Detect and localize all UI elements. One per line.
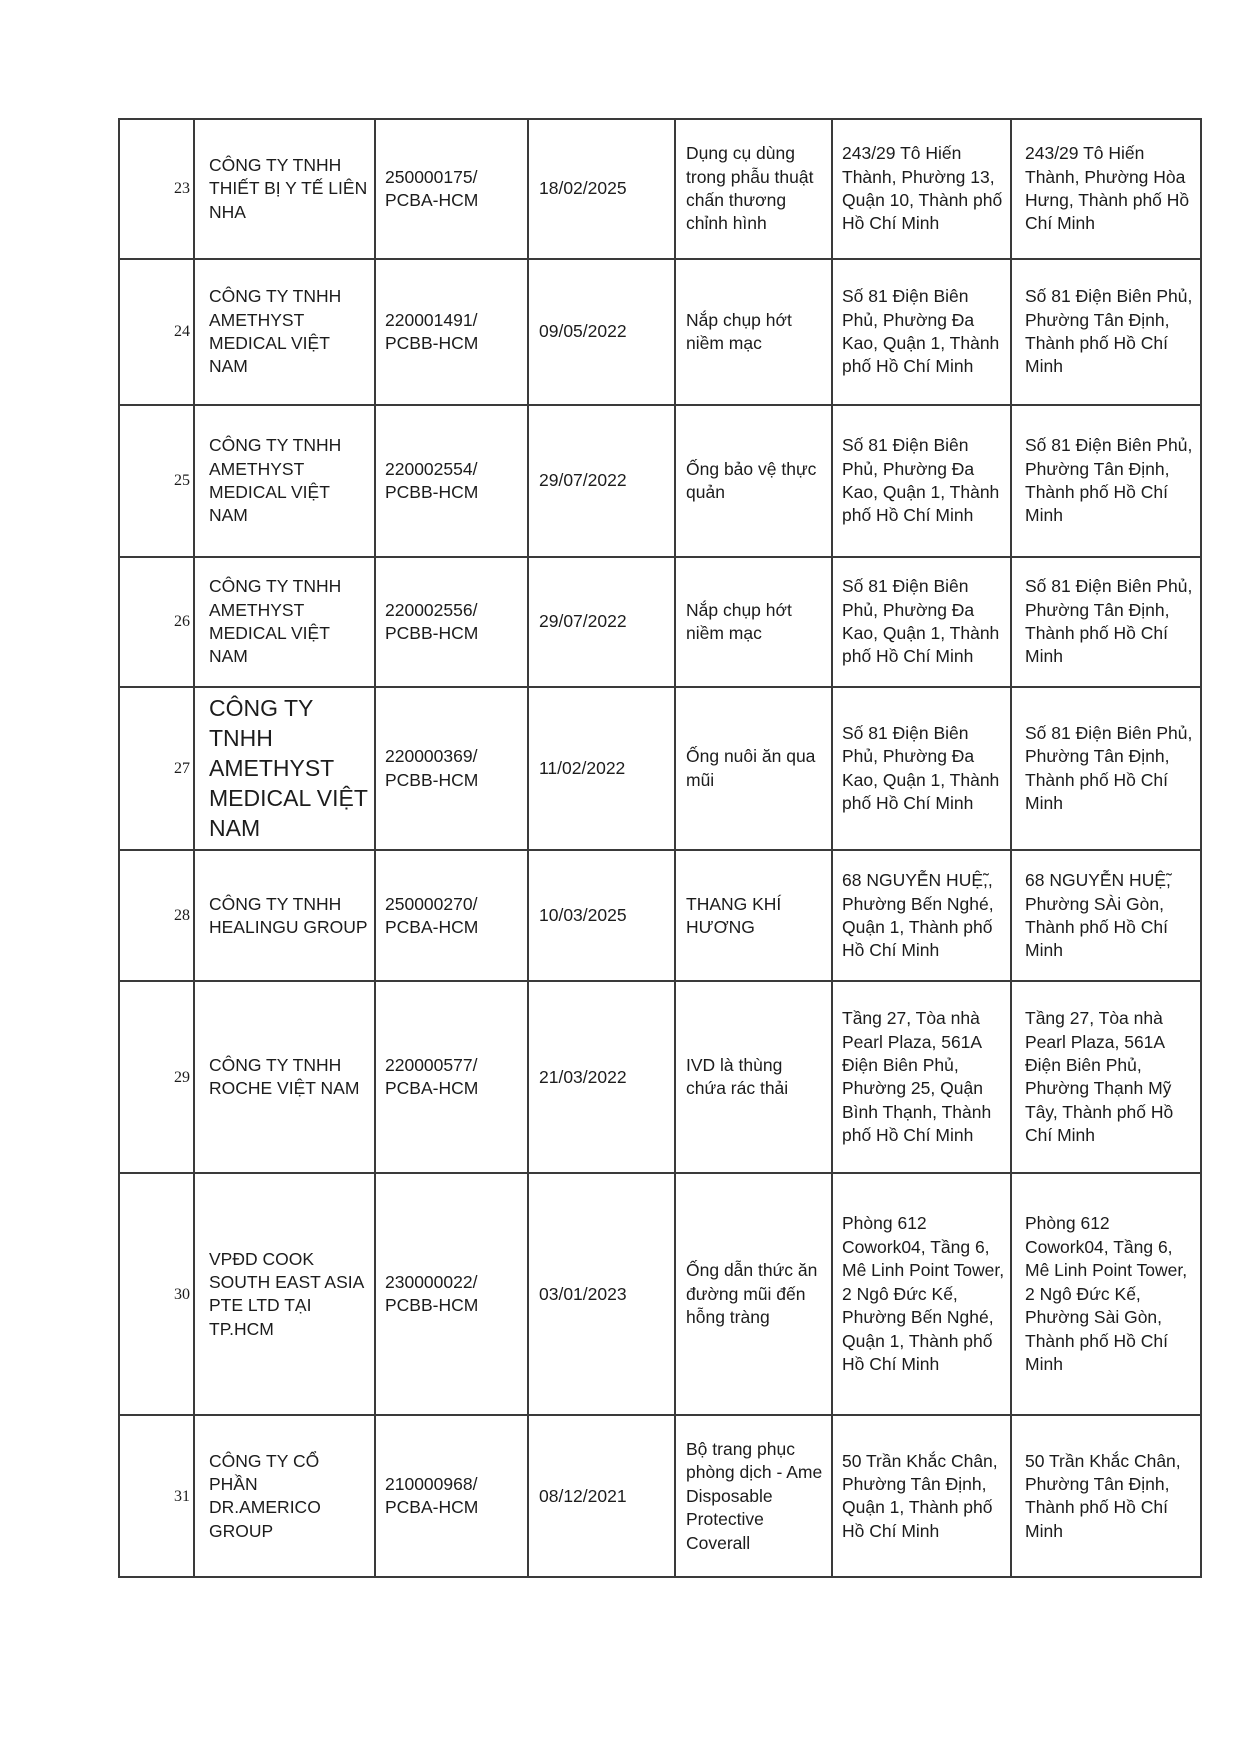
- cell-issue-date: 29/07/2022: [528, 405, 675, 557]
- cell-address-new: Số 81 Điện Biên Phủ, Phường Tân Định, Thành phố Hồ Chí Minh: [1011, 259, 1201, 405]
- table-row: [119, 981, 1201, 1173]
- registration-number-line1: 250000270/: [385, 893, 478, 914]
- cell-company-name: CÔNG TY TNHH THIẾT BỊ Y TẾ LIÊN NHA: [194, 119, 375, 259]
- cell-issue-date: 08/12/2021: [528, 1415, 675, 1577]
- cell-company-name: CÔNG TY TNHH AMETHYST MEDICAL VIỆT NAM: [194, 687, 375, 850]
- cell-company-name: CÔNG TY TNHH AMETHYST MEDICAL VIỆT NAM: [194, 259, 375, 405]
- registration-number-line2: PCBA-HCM: [385, 1497, 479, 1518]
- cell-company-name: CÔNG TY TNHH ROCHE VIỆT NAM: [194, 981, 375, 1173]
- cell-address: Số 81 Điện Biên Phủ, Phường Đa Kao, Quận 1, Thành phố Hồ Chí Minh: [832, 687, 1011, 850]
- registration-number-line1: 220000369/: [385, 746, 478, 767]
- cell-row-number: 27: [119, 687, 194, 850]
- cell-address-new: Số 81 Điện Biên Phủ, Phường Tân Định, Thành phố Hồ Chí Minh: [1011, 405, 1201, 557]
- registration-table: [118, 118, 1202, 1578]
- registration-number-line2: PCBA-HCM: [385, 916, 479, 937]
- cell-issue-date: 09/05/2022: [528, 259, 675, 405]
- cell-address: Phòng 612 Cowork04, Tầng 6, Mê Linh Point Tower, 2 Ngô Đức Kế, Phường Bến Nghé, Quận 1, Thành phố Hồ Chí Minh: [832, 1173, 1011, 1415]
- registration-number-line2: PCBB-HCM: [385, 769, 479, 790]
- cell-address: 50 Trần Khắc Chân, Phường Tân Định, Quận 1, Thành phố Hồ Chí Minh: [832, 1415, 1011, 1577]
- cell-address-new: 243/29 Tô Hiến Thành, Phường Hòa Hưng, Thành phố Hồ Chí Minh: [1011, 119, 1201, 259]
- cell-address-new: 50 Trần Khắc Chân, Phường Tân Định, Thành phố Hồ Chí Minh: [1011, 1415, 1201, 1577]
- registration-number-line1: 220002556/: [385, 599, 478, 620]
- table-row: [119, 557, 1201, 687]
- registration-number-line2: PCBB-HCM: [385, 623, 479, 643]
- cell-address-new: Phòng 612 Cowork04, Tầng 6, Mê Linh Point Tower, 2 Ngô Đức Kế, Phường Sài Gòn, Thành phố Hồ Chí Minh: [1011, 1173, 1201, 1415]
- cell-company-name: CÔNG TY CỔ PHẦN DR.AMERICO GROUP: [194, 1415, 375, 1577]
- cell-product-name: Bộ trang phục phòng dịch - Ame Disposable Protective Coverall: [675, 1415, 832, 1577]
- cell-address: Tầng 27, Tòa nhà Pearl Plaza, 561A Điện Biên Phủ, Phường 25, Quận Bình Thạnh, Thành phố Hồ Chí Minh: [832, 981, 1011, 1173]
- registration-number-line1: 230000022/: [385, 1272, 478, 1293]
- cell-product-name: Ống bảo vệ thực quản: [675, 405, 832, 557]
- cell-company-name: CÔNG TY TNHH AMETHYST MEDICAL VIỆT NAM: [194, 557, 375, 687]
- cell-row-number: 31: [119, 1415, 194, 1577]
- cell-product-name: Ống nuôi ăn qua mũi: [675, 687, 832, 850]
- cell-row-number: 23: [119, 119, 194, 259]
- registration-number-line1: 220000577/: [385, 1055, 478, 1076]
- cell-address: 243/29 Tô Hiến Thành, Phường 13, Quận 10, Thành phố Hồ Chí Minh: [832, 119, 1011, 259]
- cell-registration-number: [375, 259, 528, 405]
- cell-row-number: 28: [119, 850, 194, 981]
- registration-number-line1: 250000175/: [385, 166, 478, 187]
- registration-number-line2: PCBB-HCM: [385, 1295, 479, 1316]
- cell-issue-date: 21/03/2022: [528, 981, 675, 1173]
- registration-number-line2: PCBB-HCM: [385, 333, 479, 353]
- cell-row-number: 24: [119, 259, 194, 405]
- cell-address-new: Tầng 27, Tòa nhà Pearl Plaza, 561A Điện Biên Phủ, Phường Thạnh Mỹ Tây, Thành phố Hồ Chí Minh: [1011, 981, 1201, 1173]
- cell-address-new: Số 81 Điện Biên Phủ, Phường Tân Định, Thành phố Hồ Chí Minh: [1011, 687, 1201, 850]
- cell-issue-date: 11/02/2022: [528, 687, 675, 850]
- cell-product-name: Ống dẫn thức ăn đường mũi đến hỗng tràng: [675, 1173, 832, 1415]
- table-row: [119, 405, 1201, 557]
- cell-product-name: Nắp chụp hớt niềm mạc: [675, 557, 832, 687]
- table-row: [119, 259, 1201, 405]
- registration-number-line1: 210000968/: [385, 1474, 478, 1495]
- cell-issue-date: 29/07/2022: [528, 557, 675, 687]
- table-body: [119, 119, 1201, 1577]
- table-row: [119, 687, 1201, 850]
- cell-registration-number: [375, 850, 528, 981]
- cell-registration-number: [375, 1415, 528, 1577]
- cell-registration-number: [375, 557, 528, 687]
- cell-registration-number: [375, 687, 528, 850]
- table-row: [119, 1173, 1201, 1415]
- table-row: [119, 1415, 1201, 1577]
- table-row: [119, 119, 1201, 259]
- cell-address-new: 68 NGUYỄN HUỆ̃, Phường SÀi Gòn, Thành phố Hồ Chí Minh: [1011, 850, 1201, 981]
- cell-issue-date: 10/03/2025: [528, 850, 675, 981]
- cell-address: Số 81 Điện Biên Phủ, Phường Đa Kao, Quận 1, Thành phố Hồ Chí Minh: [832, 259, 1011, 405]
- registration-number-line2: PCBA-HCM: [385, 190, 479, 210]
- cell-address-new: Số 81 Điện Biên Phủ, Phường Tân Định, Thành phố Hồ Chí Minh: [1011, 557, 1201, 687]
- cell-company-name: VPĐD COOK SOUTH EAST ASIA PTE LTD TẠI TP.HCM: [194, 1173, 375, 1415]
- cell-issue-date: 03/01/2023: [528, 1173, 675, 1415]
- cell-address: 68 NGUYỄN HUỆ̃,, Phường Bến Nghé, Quận 1, Thành phố Hồ Chí Minh: [832, 850, 1011, 981]
- cell-row-number: 26: [119, 557, 194, 687]
- cell-product-name: IVD là thùng chứa rác thải: [675, 981, 832, 1173]
- cell-address: Số 81 Điện Biên Phủ, Phường Đa Kao, Quận 1, Thành phố Hồ Chí Minh: [832, 405, 1011, 557]
- cell-company-name: CÔNG TY TNHH AMETHYST MEDICAL VIỆT NAM: [194, 405, 375, 557]
- cell-product-name: THANG KHÍ HƯƠNG: [675, 850, 832, 981]
- cell-address: Số 81 Điện Biên Phủ, Phường Đa Kao, Quận 1, Thành phố Hồ Chí Minh: [832, 557, 1011, 687]
- registration-number-line2: PCBA-HCM: [385, 1078, 479, 1099]
- registration-number-line2: PCBB-HCM: [385, 482, 479, 502]
- cell-registration-number: [375, 1173, 528, 1415]
- cell-registration-number: [375, 405, 528, 557]
- cell-company-name: CÔNG TY TNHH HEALINGU GROUP: [194, 850, 375, 981]
- cell-issue-date: 18/02/2025: [528, 119, 675, 259]
- cell-product-name: Dụng cụ dùng trong phẫu thuật chấn thương chỉnh hình: [675, 119, 832, 259]
- cell-registration-number: [375, 119, 528, 259]
- cell-product-name: Nắp chụp hớt niềm mạc: [675, 259, 832, 405]
- registration-number-line1: 220002554/: [385, 458, 478, 479]
- cell-registration-number: [375, 981, 528, 1173]
- cell-row-number: 29: [119, 981, 194, 1173]
- table-row: [119, 850, 1201, 981]
- cell-row-number: 25: [119, 405, 194, 557]
- registration-number-line1: 220001491/: [385, 309, 478, 330]
- cell-row-number: 30: [119, 1173, 194, 1415]
